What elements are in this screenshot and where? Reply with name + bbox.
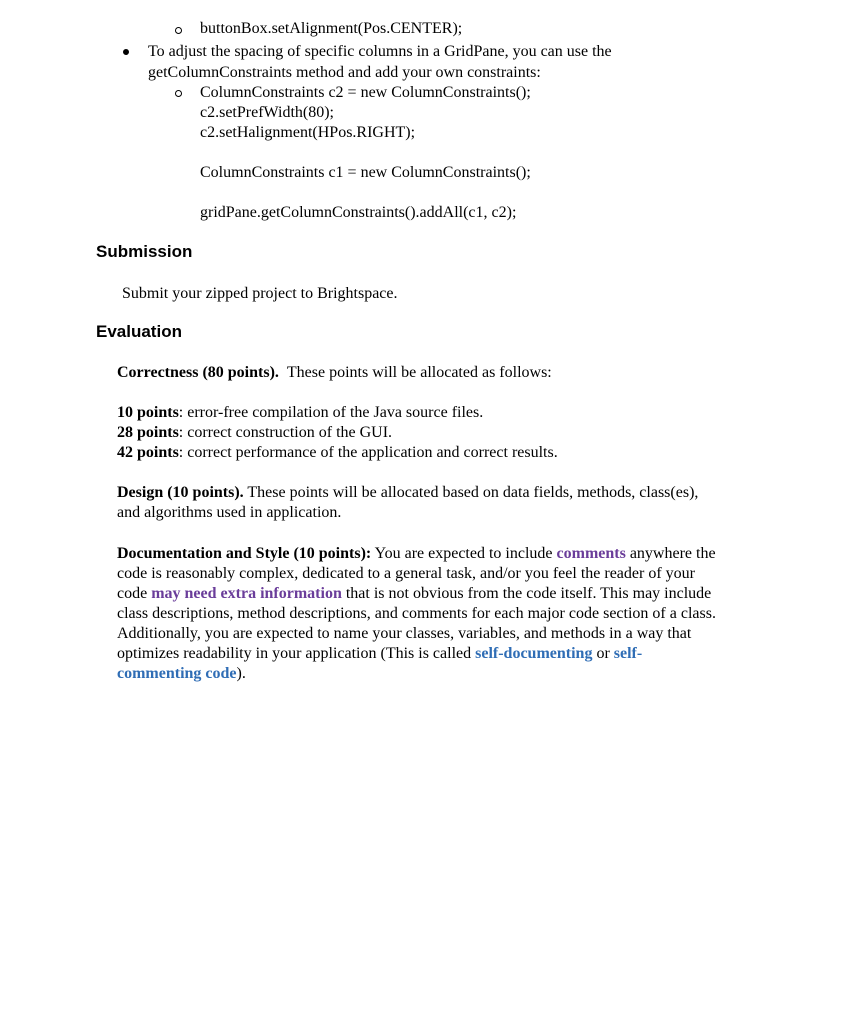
- points-label: 42 points: [117, 444, 179, 461]
- documentation-text: optimizes readability in your application (This is called: [117, 645, 472, 662]
- comments-link[interactable]: comments: [556, 545, 626, 562]
- sub-bullet-icon: [175, 27, 182, 34]
- code-line: ColumnConstraints c1 = new ColumnConstraints();: [200, 164, 531, 181]
- self-documenting-link[interactable]: self-documenting: [475, 645, 593, 662]
- code-line: c2.setPrefWidth(80);: [200, 104, 334, 121]
- documentation-line-7: [117, 664, 246, 684]
- correctness-title: Correctness (80 points).: [117, 364, 279, 381]
- documentation-text: You are expected to include: [374, 545, 553, 562]
- documentation-line-2: code is reasonably complex, dedicated to a general task, and/or you feel the reader of your: [117, 565, 695, 582]
- documentation-text: or: [596, 645, 610, 662]
- points-desc: : error-free compilation of the Java source files.: [178, 404, 484, 421]
- points-desc: : correct performance of the application and correct results.: [178, 444, 558, 461]
- documentation-line-1: [117, 544, 716, 564]
- points-desc: : correct construction of the GUI.: [178, 424, 393, 441]
- documentation-line-4: class descriptions, method descriptions, and comments for each major code section of a class.: [117, 605, 716, 622]
- points-label: 28 points: [117, 424, 179, 441]
- submission-text: Submit your zipped project to Brightspace.: [122, 285, 398, 302]
- design-title: Design (10 points).: [117, 484, 244, 501]
- points-item: [117, 443, 558, 463]
- self-commenting-link-part1[interactable]: self-: [613, 645, 643, 662]
- documentation-text: ).: [236, 665, 246, 682]
- documentation-line-5: Additionally, you are expected to name your classes, variables, and methods in a way that: [117, 625, 692, 642]
- self-commenting-link-part2[interactable]: commenting code: [117, 665, 237, 682]
- documentation-title: Documentation and Style (10 points):: [117, 545, 372, 562]
- code-line: buttonBox.setAlignment(Pos.CENTER);: [200, 20, 463, 37]
- points-item: [117, 403, 483, 423]
- sub-bullet-icon: [175, 90, 182, 97]
- evaluation-heading: Evaluation: [96, 322, 182, 341]
- documentation-line-6: [117, 644, 642, 664]
- documentation-line-3: [117, 584, 711, 604]
- extra-information-link[interactable]: may need extra information: [151, 585, 342, 602]
- design-line-2: and algorithms used in application.: [117, 504, 342, 521]
- submission-heading: Submission: [96, 242, 193, 261]
- code-line: gridPane.getColumnConstraints().addAll(c1, c2);: [200, 204, 517, 221]
- correctness-line: [117, 363, 552, 383]
- points-item: [117, 423, 392, 443]
- bullet-icon: [123, 49, 129, 55]
- correctness-text: These points will be allocated as follows:: [286, 364, 552, 381]
- documentation-text: that is not obvious from the code itself. This may include: [345, 585, 712, 602]
- design-text: These points will be allocated based on data fields, methods, class(es),: [247, 484, 699, 501]
- points-label: 10 points: [117, 404, 179, 421]
- documentation-text: code: [117, 585, 148, 602]
- code-line: c2.setHalignment(HPos.RIGHT);: [200, 124, 416, 141]
- tip-line-2: getColumnConstraints method and add your own constraints:: [148, 64, 541, 81]
- tip-line-1: To adjust the spacing of specific columns in a GridPane, you can use the: [148, 43, 612, 60]
- design-line-1: [117, 483, 698, 503]
- documentation-text: anywhere the: [629, 545, 716, 562]
- code-line: ColumnConstraints c2 = new ColumnConstraints();: [200, 84, 531, 101]
